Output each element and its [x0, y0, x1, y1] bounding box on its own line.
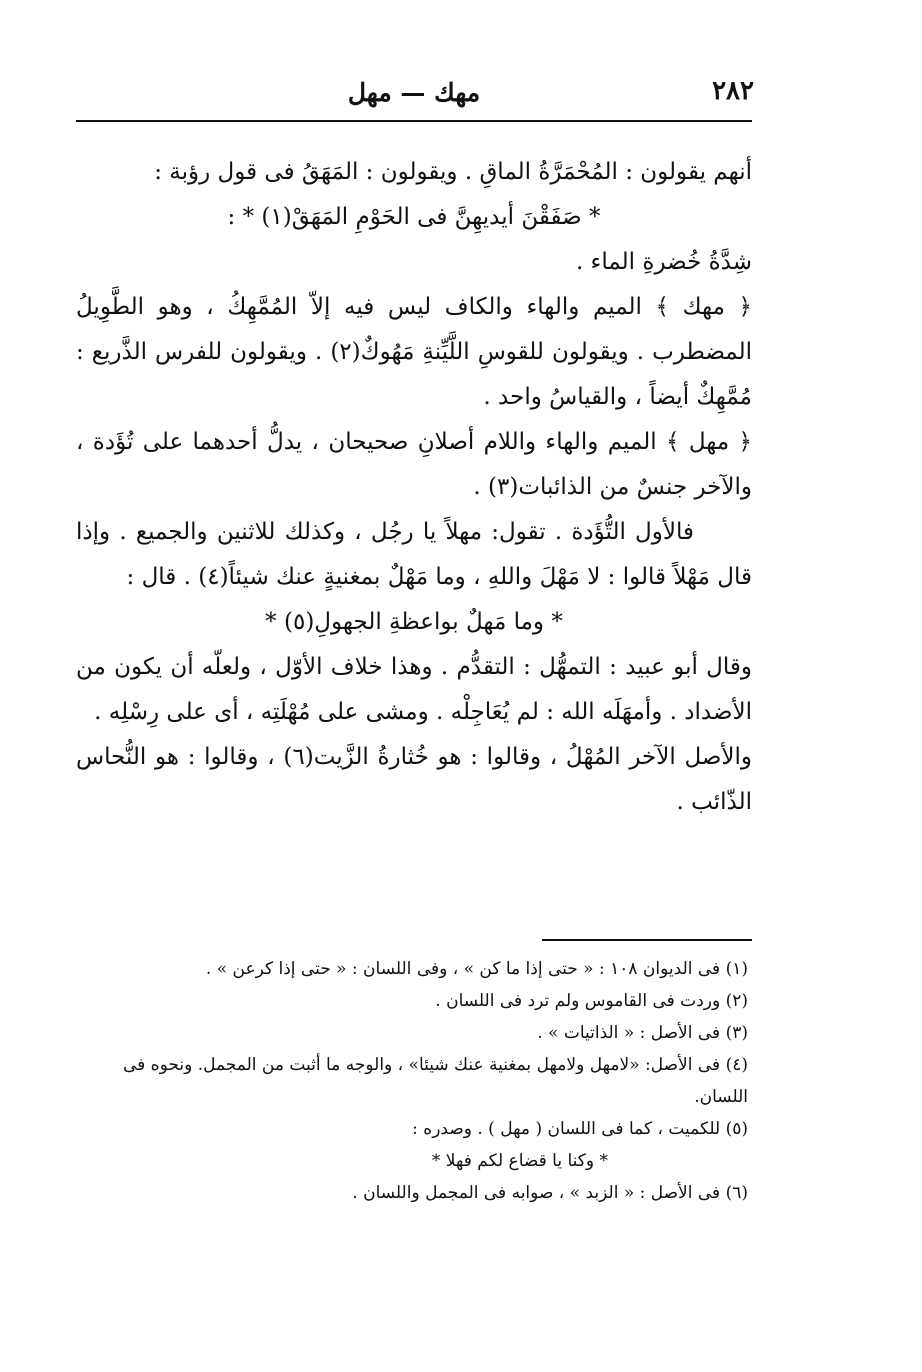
paragraph: فالأول التُّؤَدة . تقول: مهلاً يا رجُل ، وكذلك للاثنين والجميع . وإذا قال مَهْلاً قالوا : لا مَهْلَ واللهِ ، وما مَهْلٌ بمغنيةٍ عنك شيئاً(٤) . قال :: [76, 519, 752, 590]
main-text: [76, 150, 752, 825]
header-rule: [76, 120, 752, 122]
footnote: (٤) فى الأصل: «لامهل ولامهل بمغنية عنك شيئا» ، والوجه ما أثبت من المجمل. ونحوه فى اللسان.: [122, 1055, 748, 1107]
footnote-verse: * وكنا يا قضاع لكم فهلا *: [431, 1151, 608, 1171]
footnotes: [76, 953, 748, 1209]
entry-paragraph-mhk: ﴿ مهك ﴾ الميم والهاء والكاف ليس فيه إلاّ المُمَّهِكُ ، وهو الطَّوِيلُ المضطرب . ويقولون للقوسِ اللَّيِّنةِ مَهُوكٌ(٢) . ويقولون للفرس الذَّريع : مُمَّهِكٌ أيضاً ، والقياسُ واحد .: [76, 294, 752, 410]
entry-paragraph-mhl: ﴿ مهل ﴾ الميم والهاء واللام أصلانِ صحيحان ، يدلُّ أحدهما على تُؤَدة ، والآخر جنسٌ من الذائبات(٣) .: [76, 429, 752, 500]
text-line: شِدَّةُ خُضرةِ الماء .: [575, 249, 752, 275]
footnote: (٦) فى الأصل : « الزبد » ، صوابه فى المجمل واللسان .: [352, 1183, 748, 1203]
footnote: (٢) وردت فى القاموس ولم ترد فى اللسان .: [435, 991, 748, 1011]
page-header: [78, 76, 754, 116]
verse-line: * صَفَقْنَ أيديهِنَّ فى الحَوْمِ المَهَقْ(١) * :: [227, 204, 601, 230]
footnote: (٣) فى الأصل : « الذاتيات » .: [537, 1023, 748, 1043]
paragraph: وقال أبو عبيد : التمهُّل : التقدُّم . وهذا خلاف الأوّل ، ولعلّه أن يكون من الأضداد . وأمهَلَه الله : لم يُعَاجِلْه . ومشى على مُهْلَتِه ، أى على رِسْلِه .: [76, 654, 752, 725]
page-number: ٢٨٢: [712, 76, 754, 106]
footnote: (٥) للكميت ، كما فى اللسان ( مهل ) . وصدره :: [412, 1119, 748, 1139]
footnote-rule: [542, 939, 752, 941]
verse-line: * وما مَهلٌ بواعظةِ الجهولِ(٥) *: [265, 609, 563, 635]
running-title: مهك — مهل: [347, 78, 481, 107]
footnote: (١) فى الديوان ١٠٨ : « حتى إذا ما كن » ، وفى اللسان : « حتى إذا كرعن » .: [205, 959, 748, 979]
text-line: أنهم يقولون : المُحْمَرَّةُ الماقِ . ويقولون : المَهَقُ فى قول رؤبة :: [154, 159, 752, 185]
paragraph: والأصل الآخر المُهْلُ ، وقالوا : هو خُثارةُ الزَّيت(٦) ، وقالوا : هو النُّحاس الذّائب .: [76, 744, 753, 815]
